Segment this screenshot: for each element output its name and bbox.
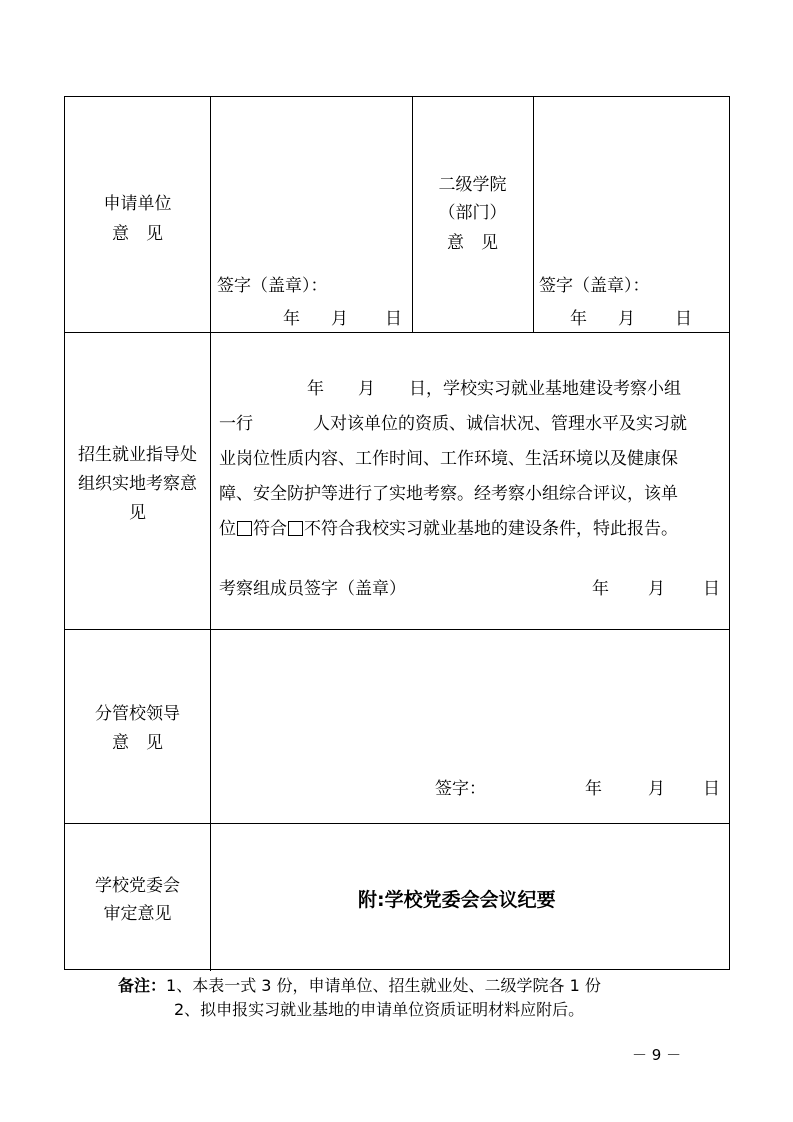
applicant-date-year: 年 [283,309,300,329]
applicant-date-day: 日 [385,309,402,329]
paragraph-line [219,407,687,442]
column-divider [533,97,534,332]
college-sign-label: 签字（盖章）： [539,276,650,296]
paragraph-line: 业岗位性质内容、工作时间、工作环境、生活环境以及健康保 [219,449,678,469]
college-date-year: 年 [570,309,587,329]
conform-checkbox[interactable] [237,521,252,536]
paragraph-line [219,512,687,547]
approval-form-table [64,96,730,970]
party-attachment-note: 附:学校党委会会议纪要 [358,889,556,911]
remarks-label: 备注： [118,976,167,995]
party-label-line2: 审定意见 [103,904,172,924]
applicant-sign-label: 签字（盖章）： [217,276,328,296]
college-label-line3: 意 见 [447,233,498,253]
inspection-para-line1-rest: ，学校实习就业基地建设考察小组 [426,379,681,399]
remarks-line2: 2、拟申报实习就业基地的申请单位资质证明材料应附后。 [174,1000,585,1019]
applicant-date-month: 月 [331,309,348,329]
remarks-line1 [118,974,601,998]
inspection-label-line3: 见 [129,503,146,523]
inspection-para-line2-b: 人对该单位的资质、诚信状况、管理水平及实习就 [313,414,687,434]
remarks [118,974,601,1022]
label-column-divider [210,97,211,971]
paragraph-line: 障、安全防护等进行了实地考察。经考察小组综合评议，该单 [219,484,678,504]
leader-date-year: 年 [585,779,602,799]
option-nonconform-label: 不符合我校实习就业基地的建设条件，特此报告。 [304,519,678,539]
nonconform-checkbox[interactable] [288,521,303,536]
leader-label-line1: 分管校领导 [95,704,180,724]
applicant-label-line2: 意 见 [112,224,163,244]
option-conform-label: 符合 [253,519,287,539]
party-label-line1: 学校党委会 [95,876,180,896]
leader-date-day: 日 [703,779,720,799]
inspection-paragraph [219,372,687,547]
applicant-label-line1: 申请单位 [103,194,172,214]
inspection-label-line1: 招生就业指导处 [78,445,197,465]
inspection-para-month: 月 [358,379,375,399]
inspection-para-year: 年 [307,379,324,399]
inspection-label-line2: 组织实地考察意 [78,474,197,494]
inspection-para-day: 日 [409,379,426,399]
row-divider [65,823,729,824]
college-date-month: 月 [618,309,635,329]
inspection-date-year: 年 [592,579,609,599]
inspection-sign-label: 考察组成员签字（盖章） [219,579,406,599]
leader-sign-label: 签字： [435,779,486,799]
inspection-date-day: 日 [703,579,720,599]
college-date-day: 日 [675,309,692,329]
inspection-para-line5-a: 位 [219,519,236,539]
inspection-date-month: 月 [648,579,665,599]
college-label-line2: （部门） [438,203,507,223]
page-number: － 9 － [632,1046,682,1064]
inspection-para-line2-a: 一行 [219,414,253,434]
row-divider [65,629,729,630]
leader-label-line2: 意 见 [112,733,163,753]
remarks-text1: 1、本表一式 3 份，申请单位、招生就业处、二级学院各 1 份 [166,976,601,995]
leader-date-month: 月 [648,779,665,799]
college-label-line1: 二级学院 [438,175,507,195]
paragraph-line [219,372,687,407]
